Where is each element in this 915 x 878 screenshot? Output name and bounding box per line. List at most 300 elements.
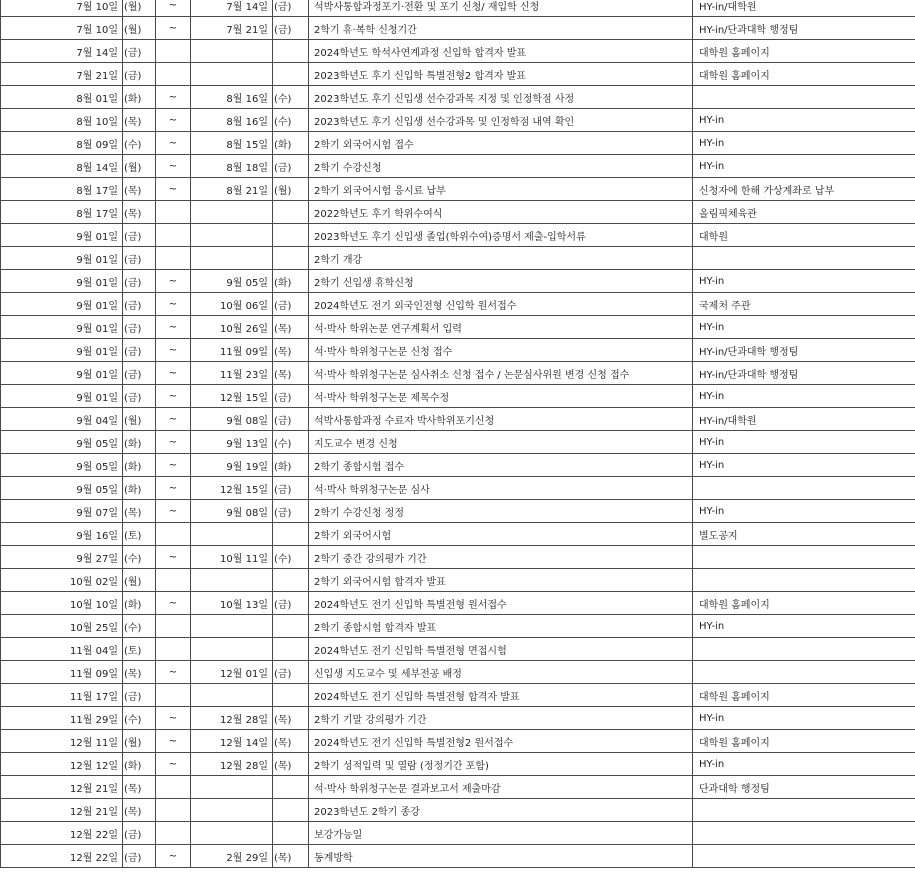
end-weekday-cell: (금) <box>273 17 309 40</box>
end-date-cell: 12월 14일 <box>191 730 273 753</box>
end-weekday-cell: (금) <box>273 661 309 684</box>
event-note-cell: 대학원 홈페이지 <box>693 730 915 753</box>
end-weekday-cell <box>273 569 309 592</box>
event-content-cell: 석박사통합과정 수료자 박사학위포기신청 <box>309 408 693 431</box>
event-note-cell <box>693 638 915 661</box>
table-row <box>1 822 915 845</box>
start-date-cell: 9월 01일 <box>1 385 123 408</box>
range-separator-cell: ~ <box>156 707 191 730</box>
event-note-cell: HY-in <box>693 155 915 178</box>
start-date-cell: 9월 04일 <box>1 408 123 431</box>
end-date-cell: 8월 15일 <box>191 132 273 155</box>
start-weekday-cell: (월) <box>123 730 156 753</box>
range-separator-cell: ~ <box>156 155 191 178</box>
end-weekday-cell: (목) <box>273 362 309 385</box>
range-separator-cell: ~ <box>156 0 191 17</box>
start-date-cell: 8월 14일 <box>1 155 123 178</box>
start-date-cell: 8월 17일 <box>1 201 123 224</box>
start-date-cell: 11월 17일 <box>1 684 123 707</box>
end-weekday-cell: (수) <box>273 86 309 109</box>
table-row <box>1 546 915 569</box>
end-date-cell: 12월 28일 <box>191 753 273 776</box>
table-row <box>1 776 915 799</box>
end-weekday-cell: (금) <box>273 500 309 523</box>
start-weekday-cell: (금) <box>123 339 156 362</box>
end-date-cell <box>191 822 273 845</box>
range-separator-cell <box>156 247 191 270</box>
start-weekday-cell: (수) <box>123 546 156 569</box>
event-content-cell: 2학기 기말 강의평가 기간 <box>309 707 693 730</box>
event-content-cell: 석박사통합과정포기·전환 및 포기 신청/ 재입학 신청 <box>309 0 693 17</box>
event-content-cell: 2023학년도 2학기 종강 <box>309 799 693 822</box>
event-note-cell: HY-in <box>693 132 915 155</box>
start-weekday-cell: (화) <box>123 592 156 615</box>
event-note-cell: 국제처 주관 <box>693 293 915 316</box>
end-date-cell <box>191 224 273 247</box>
end-weekday-cell: (목) <box>273 730 309 753</box>
start-date-cell: 10월 10일 <box>1 592 123 615</box>
event-content-cell: 2학기 수강신청 정정 <box>309 500 693 523</box>
event-note-cell: 별도공지 <box>693 523 915 546</box>
event-content-cell: 2023학년도 후기 신입학 특별전형2 합격자 발표 <box>309 63 693 86</box>
start-date-cell: 12월 21일 <box>1 776 123 799</box>
end-weekday-cell <box>273 638 309 661</box>
event-note-cell <box>693 822 915 845</box>
range-separator-cell: ~ <box>156 385 191 408</box>
start-weekday-cell: (금) <box>123 224 156 247</box>
event-note-cell: HY-in <box>693 316 915 339</box>
start-weekday-cell: (금) <box>123 822 156 845</box>
range-separator-cell <box>156 224 191 247</box>
event-content-cell: 2학기 종합시험 접수 <box>309 454 693 477</box>
end-weekday-cell: (수) <box>273 431 309 454</box>
event-note-cell: 대학원 홈페이지 <box>693 63 915 86</box>
end-date-cell: 8월 21일 <box>191 178 273 201</box>
start-date-cell: 10월 25일 <box>1 615 123 638</box>
start-weekday-cell: (수) <box>123 132 156 155</box>
event-note-cell: 단과대학 행정팀 <box>693 776 915 799</box>
end-weekday-cell: (월) <box>273 178 309 201</box>
end-date-cell <box>191 799 273 822</box>
event-content-cell: 2024학년도 전기 신입학 특별전형 원서접수 <box>309 592 693 615</box>
start-date-cell: 8월 09일 <box>1 132 123 155</box>
start-date-cell: 11월 04일 <box>1 638 123 661</box>
event-content-cell: 2학기 외국어시험 합격자 발표 <box>309 569 693 592</box>
table-row <box>1 362 915 385</box>
table-row <box>1 477 915 500</box>
start-weekday-cell: (목) <box>123 109 156 132</box>
start-date-cell: 9월 01일 <box>1 247 123 270</box>
event-content-cell: 2024학년도 학석사연계과정 신입학 합격자 발표 <box>309 40 693 63</box>
event-content-cell: 신입생 지도교수 및 세부전공 배정 <box>309 661 693 684</box>
range-separator-cell <box>156 799 191 822</box>
range-separator-cell: ~ <box>156 546 191 569</box>
end-date-cell: 2월 29일 <box>191 845 273 868</box>
event-note-cell: HY-in/대학원 <box>693 0 915 17</box>
range-separator-cell: ~ <box>156 431 191 454</box>
end-date-cell: 12월 01일 <box>191 661 273 684</box>
event-content-cell: 2023학년도 후기 신입생 선수강과목 지정 및 인정학점 사정 <box>309 86 693 109</box>
range-separator-cell: ~ <box>156 753 191 776</box>
table-row <box>1 17 915 40</box>
end-weekday-cell <box>273 224 309 247</box>
start-weekday-cell: (화) <box>123 477 156 500</box>
end-weekday-cell: (화) <box>273 270 309 293</box>
start-date-cell: 9월 16일 <box>1 523 123 546</box>
table-row <box>1 385 915 408</box>
end-weekday-cell: (금) <box>273 477 309 500</box>
table-row <box>1 730 915 753</box>
table-row <box>1 178 915 201</box>
table-row <box>1 845 915 868</box>
event-note-cell <box>693 247 915 270</box>
table-row <box>1 799 915 822</box>
event-note-cell: 대학원 홈페이지 <box>693 592 915 615</box>
event-note-cell: HY-in <box>693 431 915 454</box>
start-date-cell: 11월 09일 <box>1 661 123 684</box>
event-content-cell: 석·박사 학위청구논문 결과보고서 제출마감 <box>309 776 693 799</box>
end-weekday-cell <box>273 201 309 224</box>
event-content-cell: 2024학년도 전기 신입학 특별전형 합격자 발표 <box>309 684 693 707</box>
range-separator-cell: ~ <box>156 132 191 155</box>
event-note-cell <box>693 799 915 822</box>
start-weekday-cell: (금) <box>123 845 156 868</box>
event-content-cell: 2학기 중간 강의평가 기간 <box>309 546 693 569</box>
start-date-cell: 12월 11일 <box>1 730 123 753</box>
end-weekday-cell: (수) <box>273 109 309 132</box>
start-date-cell: 9월 01일 <box>1 362 123 385</box>
start-date-cell: 7월 10일 <box>1 0 123 17</box>
event-note-cell: HY-in <box>693 753 915 776</box>
table-row <box>1 316 915 339</box>
start-date-cell: 8월 01일 <box>1 86 123 109</box>
start-weekday-cell: (월) <box>123 0 156 17</box>
start-weekday-cell: (목) <box>123 799 156 822</box>
table-row <box>1 523 915 546</box>
end-date-cell <box>191 569 273 592</box>
start-date-cell: 9월 01일 <box>1 293 123 316</box>
table-row <box>1 63 915 86</box>
event-note-cell <box>693 477 915 500</box>
start-weekday-cell: (금) <box>123 316 156 339</box>
start-date-cell: 8월 17일 <box>1 178 123 201</box>
range-separator-cell <box>156 638 191 661</box>
end-weekday-cell: (화) <box>273 132 309 155</box>
event-content-cell: 2022학년도 후기 학위수여식 <box>309 201 693 224</box>
start-weekday-cell: (월) <box>123 155 156 178</box>
event-note-cell: HY-in/대학원 <box>693 408 915 431</box>
table-row <box>1 684 915 707</box>
end-date-cell: 11월 23일 <box>191 362 273 385</box>
end-date-cell: 8월 18일 <box>191 155 273 178</box>
table-row <box>1 132 915 155</box>
end-date-cell: 12월 28일 <box>191 707 273 730</box>
start-date-cell: 12월 22일 <box>1 822 123 845</box>
end-weekday-cell: (목) <box>273 753 309 776</box>
table-row <box>1 270 915 293</box>
table-row <box>1 109 915 132</box>
event-content-cell: 2024학년도 전기 외국인전형 신입학 원서접수 <box>309 293 693 316</box>
end-date-cell: 8월 16일 <box>191 86 273 109</box>
event-note-cell: 신청자에 한해 가상계좌로 납부 <box>693 178 915 201</box>
end-weekday-cell: (금) <box>273 0 309 17</box>
start-weekday-cell: (수) <box>123 707 156 730</box>
event-note-cell: HY-in/단과대학 행정팀 <box>693 339 915 362</box>
start-weekday-cell: (화) <box>123 431 156 454</box>
end-weekday-cell: (화) <box>273 454 309 477</box>
range-separator-cell: ~ <box>156 178 191 201</box>
event-content-cell: 2024학년도 전기 신입학 특별전형 면접시험 <box>309 638 693 661</box>
end-date-cell <box>191 247 273 270</box>
event-content-cell: 보강가능일 <box>309 822 693 845</box>
event-note-cell: 대학원 <box>693 224 915 247</box>
table-row <box>1 201 915 224</box>
event-note-cell <box>693 661 915 684</box>
end-weekday-cell <box>273 247 309 270</box>
end-date-cell <box>191 684 273 707</box>
range-separator-cell: ~ <box>156 270 191 293</box>
end-weekday-cell: (금) <box>273 155 309 178</box>
table-row <box>1 661 915 684</box>
range-separator-cell <box>156 615 191 638</box>
table-row <box>1 753 915 776</box>
end-weekday-cell <box>273 684 309 707</box>
start-date-cell: 8월 10일 <box>1 109 123 132</box>
range-separator-cell: ~ <box>156 661 191 684</box>
table-row <box>1 408 915 431</box>
start-date-cell: 7월 21일 <box>1 63 123 86</box>
range-separator-cell: ~ <box>156 17 191 40</box>
end-date-cell: 12월 15일 <box>191 477 273 500</box>
end-weekday-cell <box>273 822 309 845</box>
event-content-cell: 2학기 종합시험 합격자 발표 <box>309 615 693 638</box>
range-separator-cell: ~ <box>156 408 191 431</box>
table-row <box>1 569 915 592</box>
table-row <box>1 707 915 730</box>
range-separator-cell: ~ <box>156 500 191 523</box>
start-date-cell: 12월 12일 <box>1 753 123 776</box>
start-weekday-cell: (월) <box>123 569 156 592</box>
event-note-cell: 대학원 홈페이지 <box>693 40 915 63</box>
event-content-cell: 석·박사 학위청구논문 심사 <box>309 477 693 500</box>
table-row <box>1 247 915 270</box>
event-note-cell <box>693 86 915 109</box>
event-note-cell: HY-in <box>693 707 915 730</box>
range-separator-cell <box>156 569 191 592</box>
event-note-cell: HY-in <box>693 270 915 293</box>
start-weekday-cell: (월) <box>123 17 156 40</box>
end-date-cell: 11월 09일 <box>191 339 273 362</box>
range-separator-cell <box>156 523 191 546</box>
event-note-cell <box>693 569 915 592</box>
end-date-cell: 10월 11일 <box>191 546 273 569</box>
event-content-cell: 2학기 개강 <box>309 247 693 270</box>
table-row <box>1 155 915 178</box>
event-content-cell: 석·박사 학위청구논문 심사취소 신청 접수 / 논문심사위원 변경 신청 접수 <box>309 362 693 385</box>
event-content-cell: 2023학년도 후기 신입생 졸업(학위수여)증명서 제출-입학서류 <box>309 224 693 247</box>
end-weekday-cell: (수) <box>273 546 309 569</box>
range-separator-cell: ~ <box>156 339 191 362</box>
start-weekday-cell: (목) <box>123 178 156 201</box>
range-separator-cell: ~ <box>156 592 191 615</box>
start-weekday-cell: (금) <box>123 385 156 408</box>
end-weekday-cell: (금) <box>273 408 309 431</box>
event-content-cell: 석·박사 학위논문 연구계획서 입력 <box>309 316 693 339</box>
start-weekday-cell: (화) <box>123 454 156 477</box>
start-weekday-cell: (금) <box>123 684 156 707</box>
table-row <box>1 86 915 109</box>
start-date-cell: 9월 07일 <box>1 500 123 523</box>
start-weekday-cell: (토) <box>123 638 156 661</box>
start-weekday-cell: (금) <box>123 270 156 293</box>
table-row <box>1 638 915 661</box>
end-date-cell: 10월 26일 <box>191 316 273 339</box>
event-note-cell: HY-in/단과대학 행정팀 <box>693 17 915 40</box>
end-weekday-cell <box>273 40 309 63</box>
end-date-cell: 9월 08일 <box>191 500 273 523</box>
end-date-cell <box>191 776 273 799</box>
range-separator-cell <box>156 201 191 224</box>
start-date-cell: 9월 27일 <box>1 546 123 569</box>
table-row <box>1 293 915 316</box>
start-date-cell: 7월 14일 <box>1 40 123 63</box>
start-date-cell: 9월 01일 <box>1 224 123 247</box>
range-separator-cell: ~ <box>156 730 191 753</box>
table-row <box>1 40 915 63</box>
end-weekday-cell <box>273 615 309 638</box>
range-separator-cell <box>156 40 191 63</box>
event-note-cell: HY-in <box>693 385 915 408</box>
event-content-cell: 석·박사 학위청구논문 제목수정 <box>309 385 693 408</box>
table-row <box>1 500 915 523</box>
start-weekday-cell: (목) <box>123 661 156 684</box>
end-weekday-cell: (목) <box>273 339 309 362</box>
end-weekday-cell: (금) <box>273 385 309 408</box>
start-weekday-cell: (토) <box>123 523 156 546</box>
range-separator-cell: ~ <box>156 316 191 339</box>
end-date-cell: 10월 06일 <box>191 293 273 316</box>
end-weekday-cell: (목) <box>273 845 309 868</box>
start-weekday-cell: (금) <box>123 293 156 316</box>
start-weekday-cell: (금) <box>123 63 156 86</box>
start-date-cell: 10월 02일 <box>1 569 123 592</box>
end-date-cell <box>191 201 273 224</box>
event-content-cell: 2학기 수강신청 <box>309 155 693 178</box>
end-date-cell: 12월 15일 <box>191 385 273 408</box>
range-separator-cell <box>156 684 191 707</box>
range-separator-cell: ~ <box>156 109 191 132</box>
start-date-cell: 9월 01일 <box>1 270 123 293</box>
end-date-cell <box>191 615 273 638</box>
range-separator-cell: ~ <box>156 86 191 109</box>
event-content-cell: 2학기 휴·복학 신청기간 <box>309 17 693 40</box>
start-date-cell: 12월 21일 <box>1 799 123 822</box>
start-date-cell: 9월 05일 <box>1 431 123 454</box>
end-date-cell: 9월 13일 <box>191 431 273 454</box>
start-date-cell: 9월 05일 <box>1 454 123 477</box>
table-row <box>1 615 915 638</box>
range-separator-cell: ~ <box>156 845 191 868</box>
end-date-cell <box>191 638 273 661</box>
table-row <box>1 592 915 615</box>
event-content-cell: 2학기 외국어시험 <box>309 523 693 546</box>
start-date-cell: 12월 22일 <box>1 845 123 868</box>
start-date-cell: 7월 10일 <box>1 17 123 40</box>
event-note-cell: HY-in <box>693 109 915 132</box>
end-weekday-cell: (목) <box>273 707 309 730</box>
start-weekday-cell: (금) <box>123 247 156 270</box>
event-note-cell: 대학원 홈페이지 <box>693 684 915 707</box>
end-date-cell: 8월 16일 <box>191 109 273 132</box>
event-content-cell: 지도교수 변경 신청 <box>309 431 693 454</box>
range-separator-cell <box>156 822 191 845</box>
end-date-cell: 9월 05일 <box>191 270 273 293</box>
start-date-cell: 9월 05일 <box>1 477 123 500</box>
event-content-cell: 2학기 성적입력 및 열람 (정정기간 포함) <box>309 753 693 776</box>
end-date-cell: 10월 13일 <box>191 592 273 615</box>
range-separator-cell <box>156 776 191 799</box>
range-separator-cell <box>156 63 191 86</box>
event-content-cell: 2024학년도 전기 신입학 특별전형2 원서접수 <box>309 730 693 753</box>
event-content-cell: 2학기 외국어시험 응시료 납부 <box>309 178 693 201</box>
table-row <box>1 0 915 17</box>
end-date-cell <box>191 523 273 546</box>
event-note-cell: HY-in <box>693 500 915 523</box>
schedule-body <box>1 0 915 868</box>
end-date-cell: 7월 21일 <box>191 17 273 40</box>
event-note-cell <box>693 546 915 569</box>
start-date-cell: 11월 29일 <box>1 707 123 730</box>
end-weekday-cell <box>273 776 309 799</box>
start-weekday-cell: (목) <box>123 500 156 523</box>
start-weekday-cell: (목) <box>123 201 156 224</box>
end-date-cell <box>191 40 273 63</box>
start-weekday-cell: (목) <box>123 776 156 799</box>
start-weekday-cell: (금) <box>123 362 156 385</box>
event-content-cell: 2학기 외국어시험 접수 <box>309 132 693 155</box>
end-date-cell <box>191 63 273 86</box>
start-weekday-cell: (수) <box>123 615 156 638</box>
range-separator-cell: ~ <box>156 362 191 385</box>
start-date-cell: 9월 01일 <box>1 339 123 362</box>
end-weekday-cell: (금) <box>273 592 309 615</box>
event-content-cell: 석·박사 학위청구논문 신청 접수 <box>309 339 693 362</box>
end-date-cell: 9월 08일 <box>191 408 273 431</box>
event-note-cell <box>693 845 915 868</box>
start-weekday-cell: (화) <box>123 753 156 776</box>
event-note-cell: HY-in/단과대학 행정팀 <box>693 362 915 385</box>
event-note-cell: HY-in <box>693 615 915 638</box>
start-weekday-cell: (월) <box>123 408 156 431</box>
event-content-cell: 2학기 신입생 휴학신청 <box>309 270 693 293</box>
start-weekday-cell: (금) <box>123 40 156 63</box>
event-content-cell: 2023학년도 후기 신입생 선수강과목 및 인정학점 내역 확인 <box>309 109 693 132</box>
table-row <box>1 454 915 477</box>
event-content-cell: 동계방학 <box>309 845 693 868</box>
start-date-cell: 9월 01일 <box>1 316 123 339</box>
table-row <box>1 431 915 454</box>
end-weekday-cell <box>273 799 309 822</box>
end-weekday-cell: (금) <box>273 293 309 316</box>
range-separator-cell: ~ <box>156 477 191 500</box>
event-note-cell: HY-in <box>693 454 915 477</box>
event-note-cell: 올림픽체육관 <box>693 201 915 224</box>
end-weekday-cell: (목) <box>273 316 309 339</box>
end-weekday-cell <box>273 523 309 546</box>
range-separator-cell: ~ <box>156 454 191 477</box>
table-row <box>1 339 915 362</box>
end-date-cell: 7월 14일 <box>191 0 273 17</box>
